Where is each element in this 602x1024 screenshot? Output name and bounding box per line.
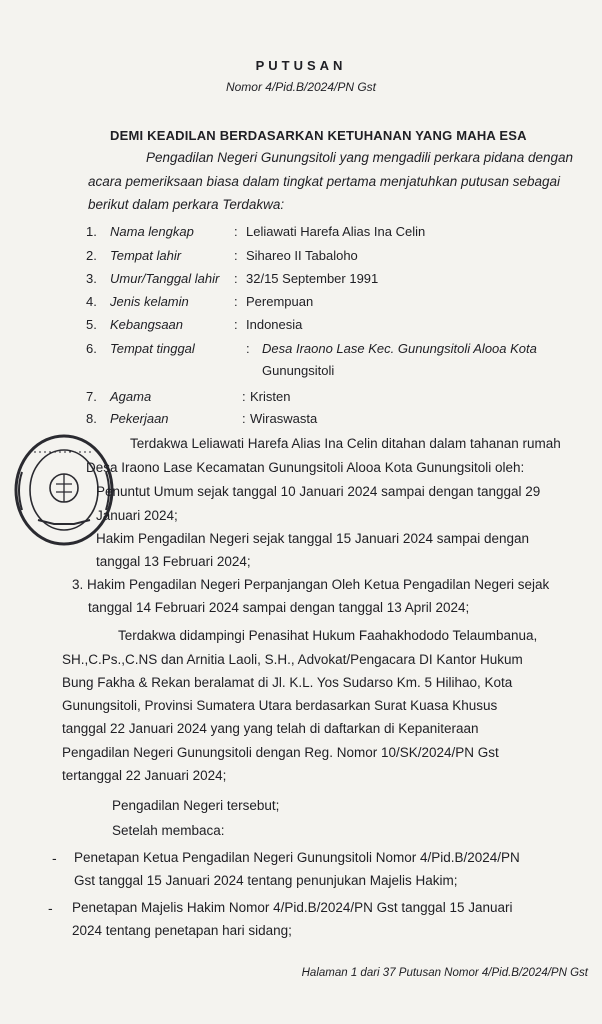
detention-item-2: Hakim Pengadilan Negeri sejak tanggal 15 Januari 2024 sampai dengan [96, 531, 530, 546]
intro-line-3: berikut dalam perkara Terdakwa: [88, 197, 285, 212]
detention-item-3-cont: tanggal 14 Februari 2024 sampai dengan tanggal 13 April 2024; [88, 600, 470, 615]
identity-row: 6. Tempat tinggal : Desa Iraono Lase Kec. Gunungsitoli Alooa Kota Gunungsitoli [86, 341, 537, 378]
detention-item-1-cont: Januari 2024; [96, 508, 178, 523]
identity-row: 8. Pekerjaan : Wiraswasta [86, 411, 318, 426]
identity-row: 4. Jenis kelamin : Perempuan [86, 294, 314, 309]
identity-row: 7. Agama : Kristen [86, 389, 291, 404]
bullet-dash: - [48, 900, 53, 916]
bullet-line: Penetapan Majelis Hakim Nomor 4/Pid.B/2024/PN Gst tanggal 15 Januari [72, 900, 513, 915]
bullet-line-cont: Gst tanggal 15 Januari 2024 tentang penunjukan Majelis Hakim; [74, 873, 458, 888]
identity-row: 1. Nama lengkap : Leliawati Harefa Alias Ina Celin [86, 224, 426, 239]
detention-item-2-cont: tanggal 13 Februari 2024; [96, 554, 251, 569]
court-statement: Pengadilan Negeri tersebut; [112, 798, 280, 813]
bullet-line: Penetapan Ketua Pengadilan Negeri Gunungsitoli Nomor 4/Pid.B/2024/PN [74, 850, 520, 865]
case-number: Nomor 4/Pid.B/2024/PN Gst [225, 80, 377, 94]
counsel-line: Pengadilan Negeri Gunungsitoli dengan Reg. Nomor 10/SK/2024/PN Gst [62, 745, 499, 760]
counsel-line: Gunungsitoli, Provinsi Sumatera Utara berdasarkan Surat Kuasa Khusus [62, 698, 498, 713]
counsel-line: Terdakwa didampingi Penasihat Hukum Faahakhododo Telaumbanua, [118, 628, 538, 643]
detention-item-3: 3. Hakim Pengadilan Negeri Perpanjangan Oleh Ketua Pengadilan Negeri sejak [72, 577, 550, 592]
detention-line-1: Terdakwa Leliawati Harefa Alias Ina Celin ditahan dalam tahanan rumah [130, 436, 561, 451]
document-heading: DEMI KEADILAN BERDASARKAN KETUHANAN YANG MAHA ESA [110, 128, 527, 143]
bullet-dash: - [52, 850, 57, 866]
intro-line-2: acara pemeriksaan biasa dalam tingkat pertama menjatuhkan putusan sebagai [88, 174, 561, 189]
counsel-line: Bung Fakha & Rekan beralamat di Jl. K.L. Yos Sudarso Km. 5 Hilihao, Kota [62, 675, 513, 690]
identity-row: 5. Kebangsaan : Indonesia [86, 317, 303, 332]
page-footer: Halaman 1 dari 37 Putusan Nomor 4/Pid.B/2024/PN Gst [301, 967, 588, 979]
counsel-line: tertanggal 22 Januari 2024; [62, 768, 227, 783]
document-title: PUTUSAN [255, 58, 347, 73]
detention-line-2: Desa Iraono Lase Kecamatan Gunungsitoli Alooa Kota Gunungsitoli oleh: [86, 460, 525, 475]
identity-row: 2. Tempat lahir : Sihareo II Tabaloho [86, 248, 358, 263]
counsel-line: SH.,C.Ps.,C.NS dan Arnitia Laoli, S.H., Advokat/Pengacara DI Kantor Hukum [62, 652, 523, 667]
counsel-line: tanggal 22 Januari 2024 yang yang telah di daftarkan di Kepaniteraan [62, 721, 479, 736]
detention-item-1: Penuntut Umum sejak tanggal 10 Januari 2024 sampai dengan tanggal 29 [96, 484, 541, 499]
bullet-line-cont: 2024 tentang penetapan hari sidang; [72, 923, 292, 938]
having-read: Setelah membaca: [112, 823, 225, 838]
intro-line-1: Pengadilan Negeri Gunungsitoli yang mengadili perkara pidana dengan [146, 150, 574, 165]
identity-row: 3. Umur/Tanggal lahir : 32/15 September 1991 [86, 271, 379, 286]
